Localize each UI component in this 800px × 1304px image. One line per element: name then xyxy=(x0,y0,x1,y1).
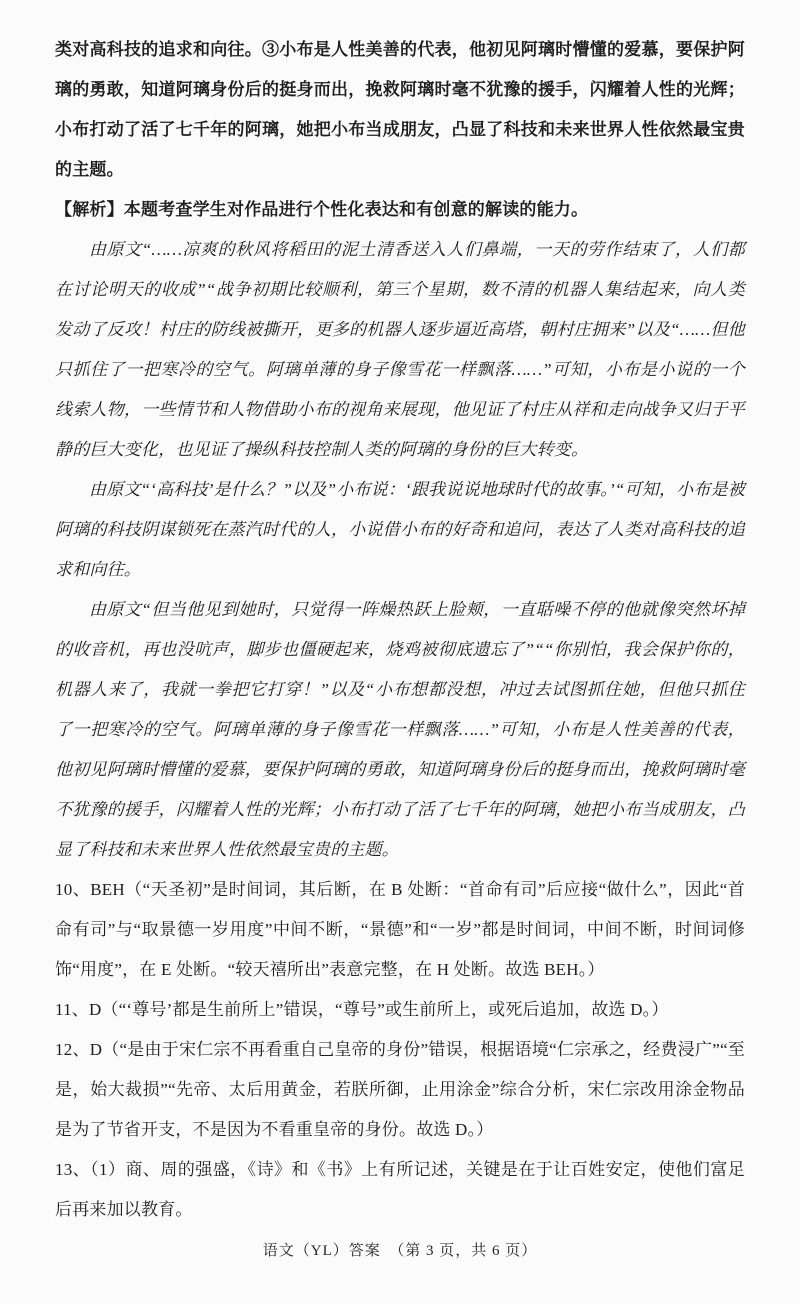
paragraph-answer-13: 13、（1）商、周的强盛，《诗》和《书》上有所记述，关键是在于让百姓安定，使他们富足后再来加以教育。 xyxy=(55,1160,745,1219)
paragraph-analysis-quote-1: 由原文“……凉爽的秋风将稻田的泥土清香送入人们鼻端，一天的劳作结束了，人们都在讨论明天的收成”“战争初期比较顺利，第三个星期，数不清的机器人集结起来，向人类发动了反攻！村庄的防线被撕开，更多的机器人逐步逼近高塔，朝村庄拥来”以及“……但他只抓住了一把寒冷的空气。阿璃单薄的身子像雪花一样飘落……”可知，小布是小说的一个线索人物，一些情节和人物借助小布的视角来展现，他见证了村庄从祥和走向战争又归于平静的巨大变化，也见证了操纵科技控制人类的阿璃的身份的巨大转变。 xyxy=(55,240,745,459)
paragraph-analysis-quote-3: 由原文“但当他见到她时，只觉得一阵燥热跃上脸颊，一直聒噪不停的他就像突然坏掉的收音机，再也没吭声，脚步也僵硬起来，烧鸡被彻底遗忘了”““你别怕，我会保护你的，机器人来了，我就一拳把它打穿！”以及“小布想都没想，冲过去试图抓住她，但他只抓住了一把寒冷的空气。阿璃单薄的身子像雪花一样飘落……”可知，小布是人性美善的代表，他初见阿璃时懵懂的爱慕，要保护阿璃的勇敢，知道阿璃身份后的挺身而出，挽救阿璃时毫不犹豫的援手，闪耀着人性的光辉；小布打动了活了七千年的阿璃，她把小布当成朋友，凸显了科技和未来世界人性依然最宝贵的主题。 xyxy=(55,600,745,859)
paragraph-analysis-quote-2: 由原文“‘高科技’是什么？”以及”小布说：‘跟我说说地球时代的故事。’“可知，小布是被阿璃的科技阴谋锁死在蒸汽时代的人，小说借小布的好奇和追问，表达了人类对高科技的追求和向往。 xyxy=(55,480,745,579)
paragraph-continued-theme-summary: 类对高科技的追求和向往。③小布是人性美善的代表，他初见阿璃时懵懂的爱慕，要保护阿璃的勇敢，知道阿璃身份后的挺身而出，挽救阿璃时毫不犹豫的援手，闪耀着人性的光辉；小布打动了活了七千年的阿璃，她把小布当成朋友，凸显了科技和未来世界人性依然最宝贵的主题。 xyxy=(55,40,745,179)
paragraph-answer-11: 11、D（“‘尊号’都是生前所上”错误，“尊号”或生前所上，或死后追加，故选 D。） xyxy=(55,1000,669,1019)
paragraph-jiexi-heading: 【解析】本题考查学生对作品进行个性化表达和有创意的解读的能力。 xyxy=(55,200,589,219)
paragraph-answer-10: 10、BEH（“天圣初”是时间词，其后断，在 B 处断：“首命有司”后应接“做什么”，因此“首命有司”与“取景德一岁用度”中间不断，“景德”和“一岁”都是时间词，中间不断，时间词修饰“用度”，在 E 处断。“较天禧所出”表意完整，在 H 处断。故选 BEH。） xyxy=(55,880,745,979)
paragraph-answer-12: 12、D（“是由于宋仁宗不再看重自己皇帝的身份”错误，根据语境“仁宗承之，经费浸广”“至是，始大裁损”“先帝、太后用黄金，若朕所御，止用涂金”综合分析，宋仁宗改用涂金物品是为了节省开支，不是因为不看重皇帝的身份。故选 D。） xyxy=(55,1040,745,1139)
page-footer: 语文（YL）答案 （第 3 页，共 6 页） xyxy=(262,1243,538,1259)
